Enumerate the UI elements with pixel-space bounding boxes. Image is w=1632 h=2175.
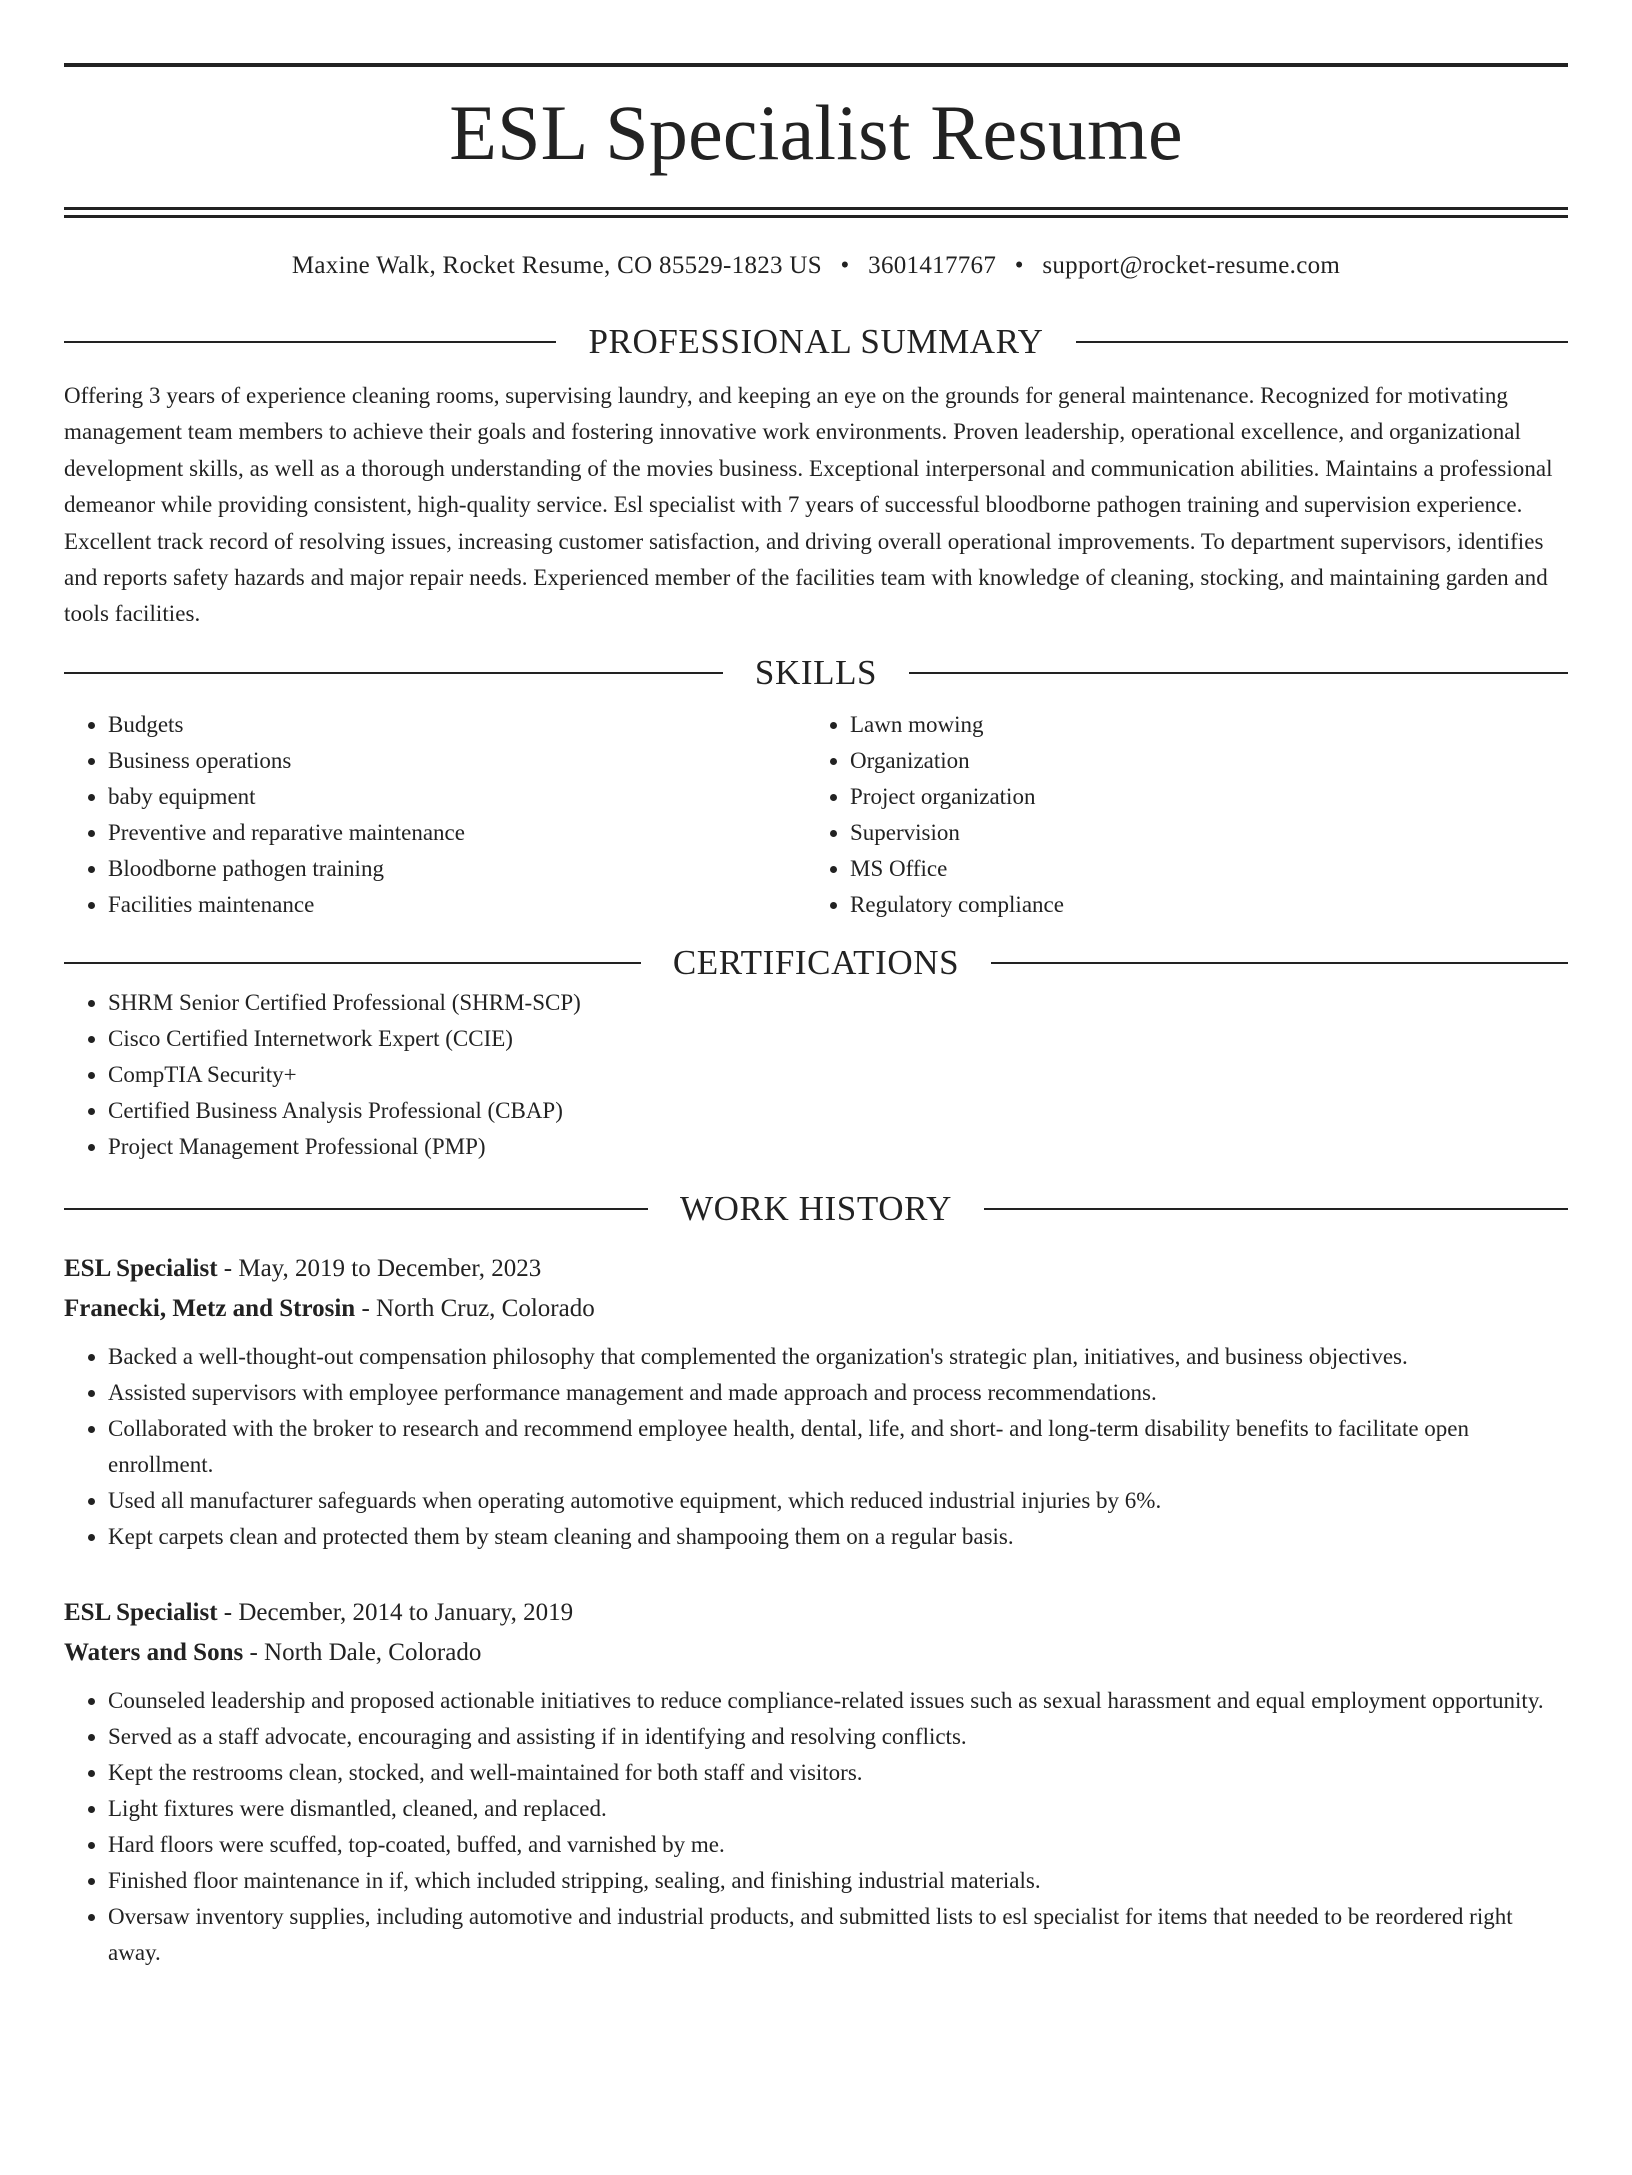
contact-email: support@rocket-resume.com [1042, 252, 1341, 279]
list-item: • Cisco Certified Internetwork Expert (CCIE) [108, 1021, 1568, 1057]
list-item: • Collaborated with the broker to research and recommend employee health, dental, life, and short- and long-term disability benefits to facilitate open enrollment. [108, 1411, 1568, 1483]
job-dates: - May, 2019 to December, 2023 [217, 1254, 542, 1282]
section-rule [984, 1208, 1568, 1210]
job-dates: - December, 2014 to January, 2019 [217, 1598, 574, 1626]
list-item: • Served as a staff advocate, encouraging and assisting if in identifying and resolving conflicts. [108, 1719, 1568, 1755]
list-item: • Kept carpets clean and protected them by steam cleaning and shampooing them on a regular basis. [108, 1519, 1568, 1555]
section-title-skills: SKILLS [754, 652, 878, 692]
job-company: Franecki, Metz and Strosin [64, 1294, 356, 1322]
list-item: • Used all manufacturer safeguards when operating automotive equipment, which reduced industrial injuries by 6%. [108, 1483, 1568, 1519]
job-company-line [64, 1289, 1568, 1329]
list-item: • Assisted supervisors with employee performance management and made approach and process recommendations. [108, 1375, 1568, 1411]
job-title: ESL Specialist [64, 1598, 218, 1626]
section-title-certifications: CERTIFICATIONS [672, 942, 960, 982]
list-item: • Budgets [108, 707, 826, 743]
resume-page [0, 63, 1632, 2175]
contact-address: Maxine Walk, Rocket Resume, CO 85529-1823 US [291, 252, 822, 279]
certifications-list [64, 985, 1568, 1165]
job-company-line [64, 1633, 1568, 1673]
list-item: • SHRM Senior Certified Professional (SHRM-SCP) [108, 985, 1568, 1021]
job-entry [64, 1249, 1568, 1555]
section-title-summary: PROFESSIONAL SUMMARY [588, 322, 1044, 361]
section-header-skills [64, 651, 1568, 695]
list-item: • Lawn mowing [850, 707, 1568, 743]
skills-columns [64, 707, 1568, 923]
list-item: • Counseled leadership and proposed actionable initiatives to reduce compliance-related issues such as sexual harassment and equal employment opportunity. [108, 1683, 1568, 1719]
skills-list-right [806, 707, 1568, 923]
list-item: • Project Management Professional (PMP) [108, 1129, 1568, 1165]
list-item: • Business operations [108, 743, 826, 779]
section-rule [64, 672, 723, 674]
list-item: • Supervision [850, 815, 1568, 851]
job-location: - North Dale, Colorado [243, 1638, 482, 1666]
job-bullets [64, 1339, 1568, 1555]
section-rule [64, 341, 556, 343]
section-rule [64, 962, 641, 964]
section-rule [64, 1208, 648, 1210]
list-item: • Project organization [850, 779, 1568, 815]
section-rule [909, 672, 1568, 674]
list-item: • Light fixtures were dismantled, cleaned, and replaced. [108, 1791, 1568, 1827]
skills-list-left [64, 707, 826, 923]
top-rule [64, 63, 1568, 67]
list-item: • Regulatory compliance [850, 887, 1568, 923]
summary-paragraph: Offering 3 years of experience cleaning rooms, supervising laundry, and keeping an eye on the grounds for general maintenance. Recognized for motivating management team members to achieve their goals and fostering innovative work environments. Proven leadership, operational excellence, and organizational development skills, as well as a thorough understanding of the movies business. Exceptional interpersonal and communication abilities. Maintains a professional demeanor while providing consistent, high-quality service. Esl specialist with 7 years of successful bloodborne pathogen training and supervision experience. Excellent track record of resolving issues, increasing customer satisfaction, and driving overall operational improvements. To department supervisors, identifies and reports safety hazards and major repair needs. Experienced member of the facilities team with knowledge of cleaning, stocking, and maintaining garden and tools facilities. [64, 383, 1553, 627]
list-item: • Bloodborne pathogen training [108, 851, 826, 887]
job-title-line [64, 1593, 1568, 1633]
title-double-rule [64, 207, 1568, 218]
list-item: • baby equipment [108, 779, 826, 815]
list-item: • Hard floors were scuffed, top-coated, buffed, and varnished by me. [108, 1827, 1568, 1863]
contact-phone: 3601417767 [868, 252, 997, 279]
list-item: • MS Office [850, 851, 1568, 887]
section-header-certifications [64, 941, 1568, 985]
list-item: • CompTIA Security+ [108, 1057, 1568, 1093]
job-entry [64, 1593, 1568, 1971]
list-item: • Backed a well-thought-out compensation philosophy that complemented the organization's strategic plan, initiatives, and business objectives. [108, 1339, 1568, 1375]
list-item: • Kept the restrooms clean, stocked, and well-maintained for both staff and visitors. [108, 1755, 1568, 1791]
job-title: ESL Specialist [64, 1254, 218, 1282]
list-item: • Oversaw inventory supplies, including automotive and industrial products, and submitted lists to esl specialist for items that needed to be reordered right away. [108, 1899, 1568, 1971]
resume-title: ESL Specialist Resume [449, 89, 1183, 176]
contact-line [64, 250, 1568, 282]
section-rule [1076, 341, 1568, 343]
section-title-work-history: WORK HISTORY [680, 1188, 952, 1228]
job-company: Waters and Sons [64, 1638, 244, 1666]
job-title-line [64, 1249, 1568, 1289]
section-rule [991, 962, 1568, 964]
list-item: • Preventive and reparative maintenance [108, 815, 826, 851]
contact-separator: • [840, 252, 850, 279]
job-bullets [64, 1683, 1568, 1971]
section-header-summary [64, 320, 1568, 364]
list-item: • Certified Business Analysis Professional (CBAP) [108, 1093, 1568, 1129]
job-location: - North Cruz, Colorado [355, 1294, 595, 1322]
list-item: • Facilities maintenance [108, 887, 826, 923]
list-item: • Organization [850, 743, 1568, 779]
contact-separator: • [1014, 252, 1024, 279]
list-item: • Finished floor maintenance in if, which included stripping, sealing, and finishing industrial materials. [108, 1863, 1568, 1899]
section-header-work-history [64, 1187, 1568, 1231]
